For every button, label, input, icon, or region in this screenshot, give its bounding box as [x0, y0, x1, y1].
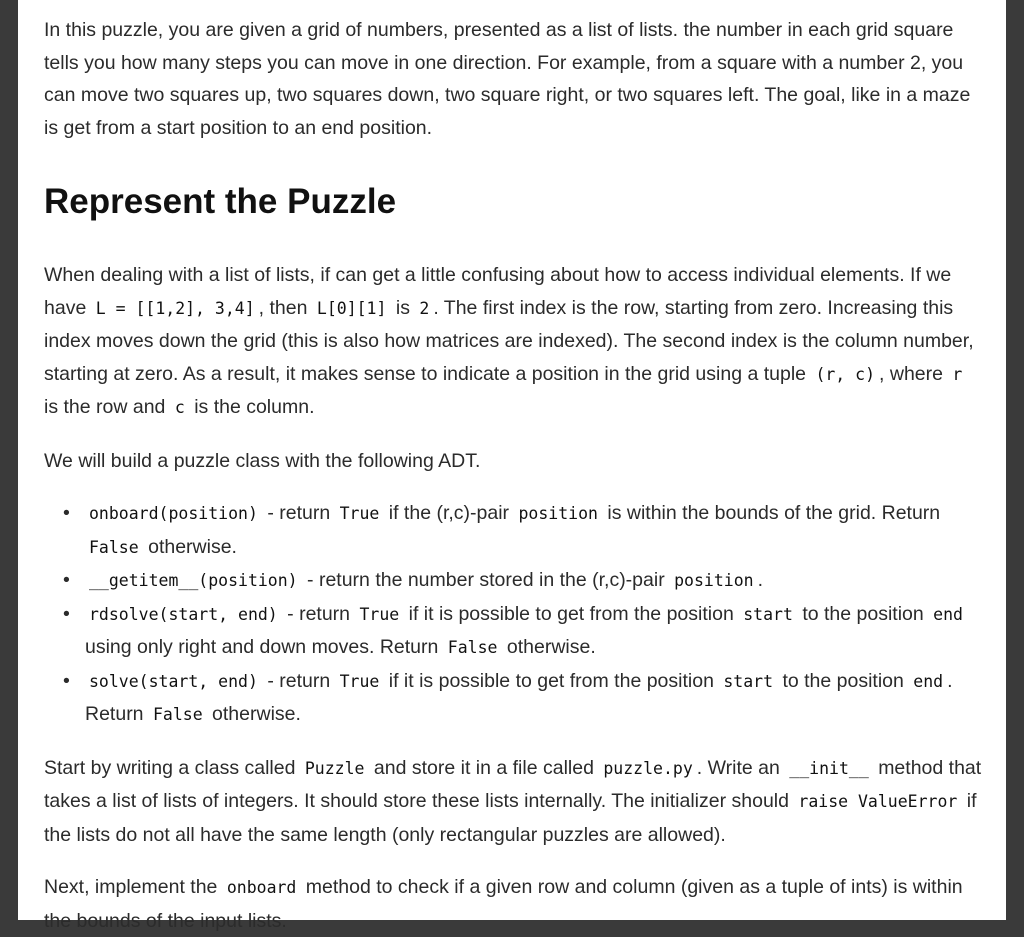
code-true: True [359, 604, 400, 624]
list-item: • __getitem__(position) - return the number stored in the (r,c)-pair position . [85, 564, 984, 598]
list-item: • rdsolve(start, end) - return True if it is possible to get from the position start to the position end using only right and down moves. Return False otherwise. [85, 598, 984, 665]
code-tuple: (r, c) [815, 364, 876, 384]
code-position: position [674, 571, 754, 590]
section-heading: Represent the Puzzle [44, 182, 397, 221]
code-raise: raise ValueError [798, 792, 958, 811]
bullet-icon: • [63, 602, 70, 625]
code-false: False [89, 537, 139, 557]
document-page [18, 0, 1006, 932]
code-filename: puzzle.py [603, 758, 693, 778]
code-false: False [447, 638, 498, 657]
document-content [44, 14, 984, 937]
method-signature: rdsolve(start, end) [89, 604, 278, 624]
method-signature: solve(start, end) [89, 671, 258, 691]
bullet-icon: • [63, 669, 70, 692]
list-item: • solve(start, end) - return True if it is possible to get from the position start to the position end . Return False otherwise. [85, 665, 984, 732]
code-r: r [952, 364, 963, 384]
code-start: start [743, 604, 793, 624]
code-list-example: L = [[1,2], 3,4] [95, 298, 255, 318]
onboard-paragraph: Next, implement the onboard method to check if a given row and column (given as a tuple of ints) is within the bounds of the input lists. [44, 876, 963, 932]
code-onboard: onboard [226, 878, 297, 897]
puzzle-class-paragraph: Start by writing a class called Puzzle and store it in a file called puzzle.py . Write an __init__ method that takes a list of lists of integers. It should store these lists internally. The initializer should raise ValueError if the lists do not all have the same length (only rectangular puzzles are allowed). [44, 756, 982, 846]
adt-list [44, 497, 984, 732]
method-signature: onboard(position) [89, 504, 258, 523]
code-end: end [933, 604, 963, 624]
code-true: True [339, 504, 380, 523]
indexing-paragraph: When dealing with a list of lists, if can get a little confusing about how to access individual elements. If we have L = [[1,2], 3,4] , then L[0][1] is 2 . The first index is the row, starting from zero. Increasing this index moves down the grid (this is also how matrices are indexed). The second index is the column number, starting at zero. As a result, it makes sense to indicate a position in the grid using a tuple (r, c) , where r is the row and c is the column. [44, 264, 974, 418]
bullet-icon: • [63, 502, 70, 524]
code-value: 2 [419, 298, 430, 318]
intro-paragraph: In this puzzle, you are given a grid of numbers, presented as a list of lists. the number in each grid square tells you how many steps you can move in one direction. For example, from a square with a number 2, you can move two squares up, two squares down, two square right, or two squares left. The goal, like in a maze is get from a start position to an end position. [44, 19, 971, 139]
code-position: position [518, 504, 598, 523]
code-c: c [174, 398, 185, 417]
code-end: end [913, 671, 944, 691]
list-item: • onboard(position) - return True if the (r,c)-pair position is within the bounds of the grid. Return False otherwise. [85, 497, 984, 564]
code-true: True [339, 671, 380, 691]
code-index-example: L[0][1] [316, 298, 387, 318]
method-signature: __getitem__(position) [89, 571, 298, 590]
bullet-icon: • [63, 569, 70, 591]
code-start: start [723, 671, 774, 691]
code-puzzle: Puzzle [304, 758, 365, 778]
adt-intro-paragraph: We will build a puzzle class with the following ADT. [44, 449, 481, 472]
code-false: False [152, 705, 203, 724]
code-init: __init__ [789, 758, 869, 778]
